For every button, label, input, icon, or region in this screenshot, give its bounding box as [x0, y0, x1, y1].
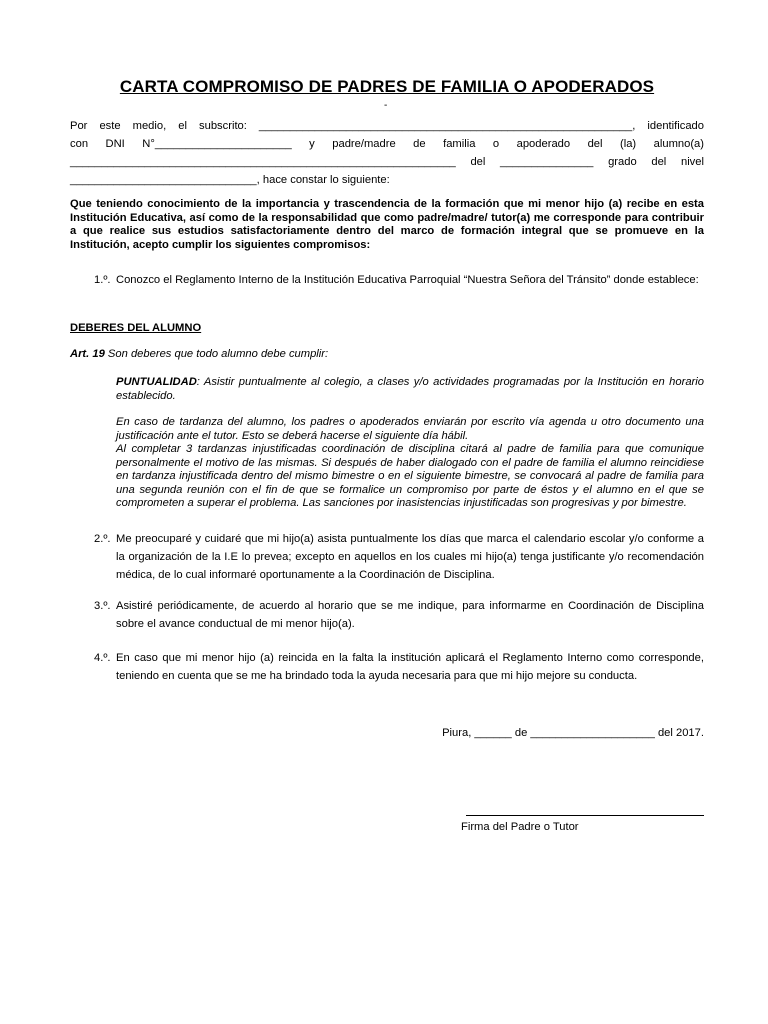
- item-number: 2.º.: [94, 533, 111, 545]
- article-label: Art. 19: [70, 348, 105, 360]
- item-number: 4.º.: [94, 652, 111, 664]
- item-text: Asistiré periódicamente, de acuerdo al horario que se me indique, para informarme en Coordinación de Disciplina sobre el avance conductual de mi menor hijo(a).: [116, 600, 704, 630]
- signature-line: [466, 815, 704, 816]
- tardanza-paragraph-1: En caso de tardanza del alumno, los padres o apoderados enviarán por escrito vía agenda u otro documento una justificación ante el tutor. Esto se deberá hacerse el siguiente día hábil.: [116, 416, 704, 442]
- item-number: 1.º.: [94, 274, 111, 286]
- item-number: 3.º.: [94, 600, 111, 612]
- intro-line: Por este medio, el subscrito: ____________________________________________________________, identificado: [70, 120, 704, 132]
- puntualidad-text: : Asistir puntualmente al colegio, a clases y/o actividades programadas por la Institución en horario establecido.: [116, 376, 704, 402]
- item-text: En caso que mi menor hijo (a) reincida en la falta la institución aplicará el Reglamento Interno como corresponde, teniendo en cuenta que se me ha brindado toda la ayuda necesaria para que mi hijo mejore su conducta.: [116, 652, 704, 682]
- intro-line: con DNI N°______________________ y padre/madre de familia o apoderado del (la) alumno(a): [70, 138, 704, 150]
- article-line: [70, 348, 328, 360]
- date-line: Piura, ______ de ____________________ del 2017.: [442, 727, 704, 739]
- signature-label: Firma del Padre o Tutor: [461, 821, 579, 833]
- item-text: Me preocuparé y cuidaré que mi hijo(a) asista puntualmente los días que marca el calendario escolar y/o conforme a la organización de la I.E lo prevea; excepto en aquellos en los cuales mi hijo(a) tenga justificante y/o recomendación médica, de lo cual informaré oportunamente a la Coordinación de Disciplina.: [116, 533, 704, 581]
- item-text: Conozco el Reglamento Interno de la Institución Educativa Parroquial “Nuestra Señora del Tránsito” donde establece:: [116, 274, 699, 286]
- puntualidad-label: PUNTUALIDAD: [116, 376, 197, 388]
- tardanza-paragraph-2: Al completar 3 tardanzas injustificadas coordinación de disciplina citará al padre de familia para que comunique personalmente el motivo de las mismas. Si después de haber dialogado con el padre de familia el alumno reincidiese en tardanza injustificada dentro del mismo bimestre o en el siguiente bimestre, se convocará al padre de familia para una segunda reunión con el fin de que se formalice un compromiso por parte de éstos y el alumno en el que se comprometen a superar el problema. Las sanciones por inasistencias injustificadas son progresivas y por bimestre.: [116, 443, 704, 509]
- document-title: CARTA COMPROMISO DE PADRES DE FAMILIA O APODERADOS: [119, 77, 655, 96]
- intro-line: ______________________________________________________________ del _______________ grado del nivel: [70, 156, 704, 168]
- intro-block: [70, 117, 704, 189]
- section-heading: DEBERES DEL ALUMNO: [70, 322, 202, 334]
- article-text: Son deberes que todo alumno debe cumplir:: [104, 348, 329, 360]
- title-dash: -: [384, 100, 388, 111]
- intro-line: ______________________________, hace constar lo siguiente:: [70, 174, 390, 186]
- puntualidad-paragraph: [116, 376, 704, 403]
- commitment-paragraph: Que teniendo conocimiento de la importancia y trascendencia de la formación que mi menor hijo (a) recibe en esta Institución Educativa, así como de la responsabilidad que como padre/madre/ tutor(a) me corresponde para contribuir a que realice sus estudios satisfactoriamente dentro del marco de formación integral que se promueve en la Institución, acepto cumplir los siguientes compromisos:: [70, 198, 704, 251]
